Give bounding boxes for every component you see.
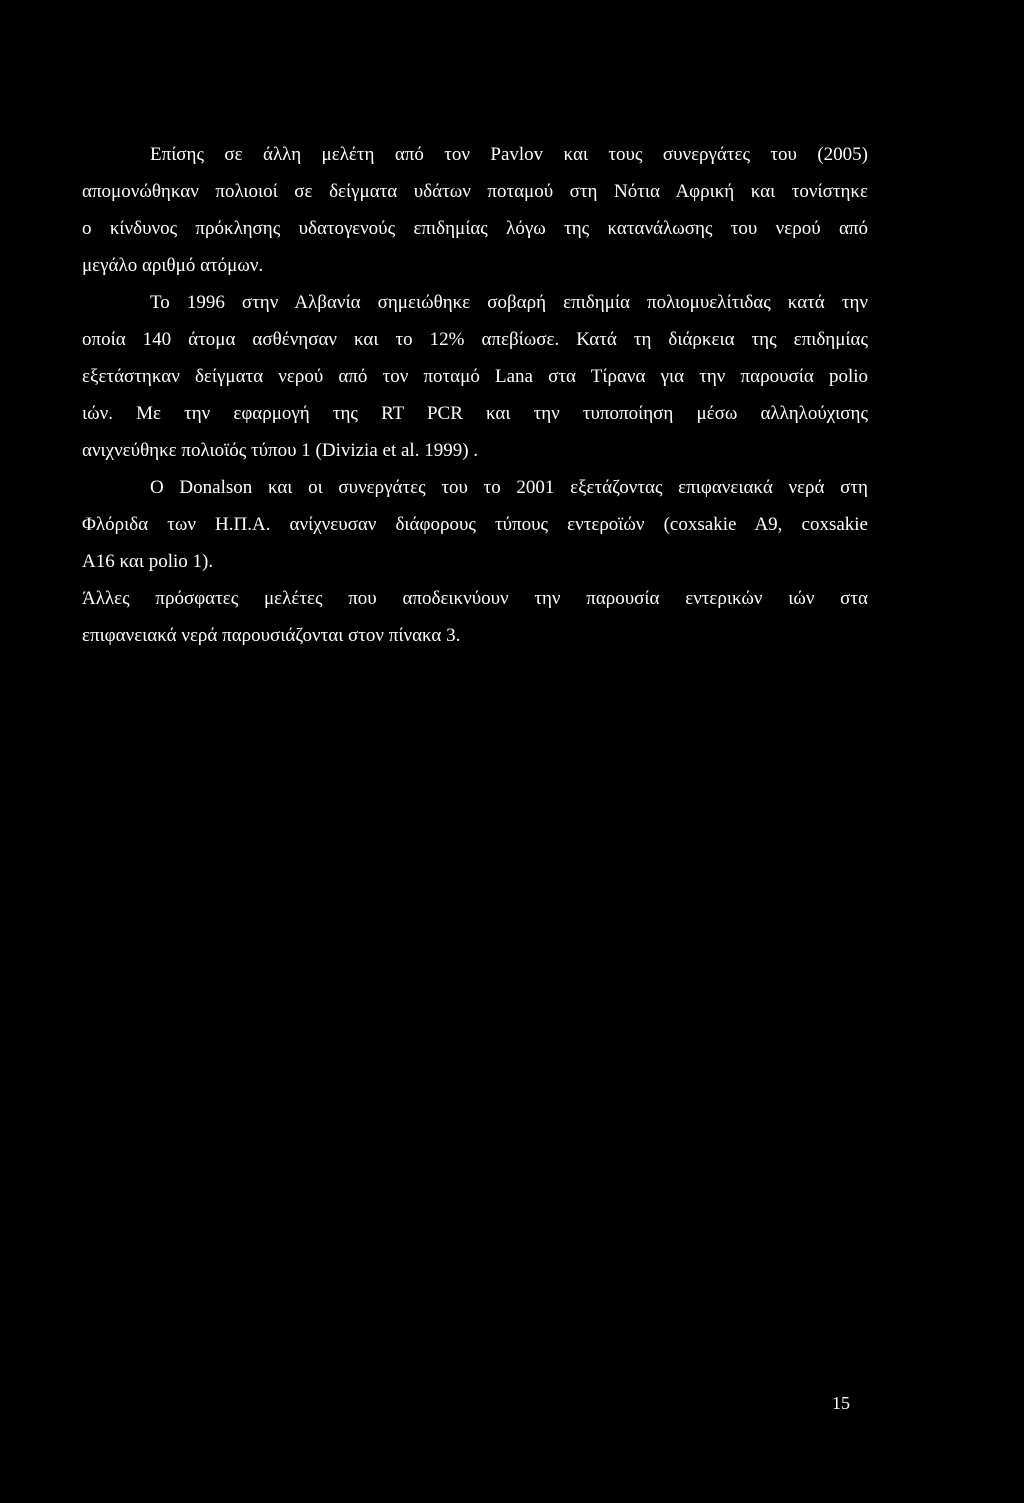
text-line: ιών. Με την εφαρμογή της RT PCR και την τυποποίηση μέσω αλληλούχισης <box>82 403 868 424</box>
text-line: Επίσης σε άλλη μελέτη από τον Pavlov και τους συνεργάτες του (2005) <box>150 144 868 165</box>
text-line: Φλόριδα των Η.Π.Α. ανίχνευσαν διάφορους τύπους εντεροϊών (coxsakie A9, coxsakie <box>82 514 868 535</box>
text-line: οποία 140 άτομα ασθένησαν και το 12% απεβίωσε. Κατά τη διάρκεια της επιδημίας <box>82 329 868 350</box>
body-text <box>82 136 868 654</box>
text-line: O Donalson και οι συνεργάτες του το 2001 εξετάζοντας επιφανειακά νερά στη <box>150 477 868 498</box>
text-line: απομονώθηκαν πολιοιοί σε δείγματα υδάτων ποταμού στη Νότια Αφρική και τονίστηκε <box>82 181 868 202</box>
text-line: ανιχνεύθηκε πολιοϊός τύπου 1 (Divizia et al. 1999) . <box>82 440 479 461</box>
page-number: 15 <box>832 1393 850 1413</box>
text-line: Το 1996 στην Αλβανία σημειώθηκε σοβαρή επιδημία πολιομυελίτιδας κατά την <box>150 292 868 313</box>
text-line: Άλλες πρόσφατες μελέτες που αποδεικνύουν την παρουσία εντερικών ιών στα <box>82 588 868 609</box>
text-line: ο κίνδυνος πρόκλησης υδατογενούς επιδημίας λόγω της κατανάλωσης του νερού από <box>82 218 868 239</box>
text-line: A16 και polio 1). <box>82 551 214 572</box>
text-line: εξετάστηκαν δείγματα νερού από τον ποταμό Lana στα Τίρανα για την παρουσία polio <box>82 366 868 387</box>
text-line: μεγάλο αριθμό ατόμων. <box>82 255 264 276</box>
text-line: επιφανειακά νερά παρουσιάζονται στον πίνακα 3. <box>82 625 461 646</box>
